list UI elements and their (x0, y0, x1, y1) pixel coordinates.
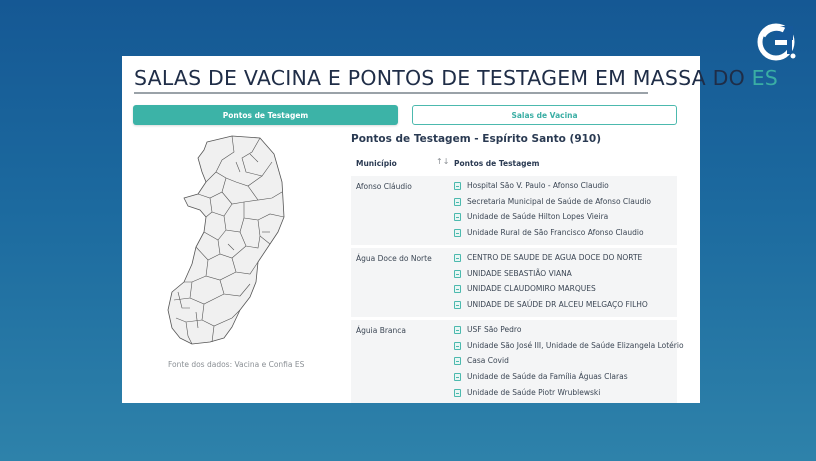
ponto-label: Unidade de Saúde da Família Águas Claras (467, 372, 628, 382)
municipio-cell: Água Doce do Norte (356, 254, 432, 263)
document-icon (454, 357, 461, 365)
pontos-list (454, 253, 648, 316)
sort-icon[interactable]: ↑↓ (436, 157, 450, 166)
document-icon (454, 301, 461, 309)
ponto-label: Secretaria Municipal de Saúde de Afonso Claudio (467, 196, 652, 206)
ponto-label: CENTRO DE SAUDE DE AGUA DOCE DO NORTE (467, 253, 643, 262)
list-item[interactable] (454, 181, 651, 197)
ponto-label: Unidade de Saúde Hilton Lopes Vieira (467, 212, 609, 222)
document-icon (454, 198, 461, 206)
table-row (351, 176, 677, 248)
municipio-cell: Águia Branca (356, 326, 407, 335)
pontos-list (454, 325, 684, 403)
document-icon (454, 285, 461, 293)
title-accent: ES (751, 66, 779, 90)
ponto-label: UNIDADE SEBASTIÃO VIANA (467, 268, 572, 278)
list-item[interactable] (454, 372, 684, 388)
ponto-label: Hospital São V. Paulo - Afonso Claudio (467, 181, 609, 190)
ponto-label: Unidade de Saúde Piotr Wrublewski (467, 387, 601, 397)
list-item[interactable] (454, 269, 648, 285)
ponto-label: UNIDADE CLAUDOMIRO MARQUES (467, 284, 596, 294)
ponto-label: Casa Covid (467, 356, 509, 366)
list-item[interactable] (454, 356, 684, 372)
g-logo-icon (757, 22, 799, 64)
municipio-cell: Afonso Cláudio (356, 182, 412, 191)
document-icon (454, 213, 461, 221)
title-divider (134, 92, 648, 94)
list-item[interactable] (454, 325, 684, 341)
document-icon (454, 229, 461, 237)
list-item[interactable] (454, 388, 684, 404)
tab-salas-de-vacina[interactable]: Salas de Vacina (412, 105, 677, 125)
document-icon (454, 342, 461, 350)
list-item[interactable] (454, 341, 684, 357)
content-panel (122, 56, 779, 403)
table-title: Pontos de Testagem - Espírito Santo (910) (351, 133, 602, 145)
espirito-santo-map[interactable] (162, 132, 302, 352)
list-item[interactable] (454, 212, 651, 228)
document-icon (454, 389, 461, 397)
list-item[interactable] (454, 253, 648, 269)
document-icon (454, 326, 461, 334)
page-title (134, 66, 778, 90)
column-header-municipio[interactable]: Município (356, 159, 397, 168)
ponto-label: USF São Pedro (467, 325, 522, 334)
ponto-label: UNIDADE DE SAÚDE DR ALCEU MELGAÇO FILHO (467, 300, 648, 310)
data-source-caption: Fonte dos dados: Vacina e Confia ES (168, 360, 305, 369)
list-item[interactable] (454, 300, 648, 316)
ponto-label: Unidade São José III, Unidade de Saúde Elizangela Lotério (467, 340, 684, 350)
table-header (351, 155, 677, 175)
document-icon (454, 270, 461, 278)
tab-pontos-de-testagem[interactable]: Pontos de Testagem (133, 105, 398, 125)
document-icon (454, 254, 461, 262)
list-item[interactable] (454, 284, 648, 300)
ponto-label: Unidade Rural de São Francisco Afonso Claudio (467, 228, 644, 238)
table-row (351, 248, 677, 320)
table-row (351, 320, 684, 403)
document-icon (454, 182, 461, 190)
title-main: SALAS DE VACINA E PONTOS DE TESTAGEM EM MASSA DO (134, 66, 752, 90)
pontos-list (454, 181, 651, 244)
document-icon (454, 373, 461, 381)
column-header-pontos[interactable]: Pontos de Testagem (454, 159, 540, 168)
list-item[interactable] (454, 197, 651, 213)
list-item[interactable] (454, 228, 651, 244)
